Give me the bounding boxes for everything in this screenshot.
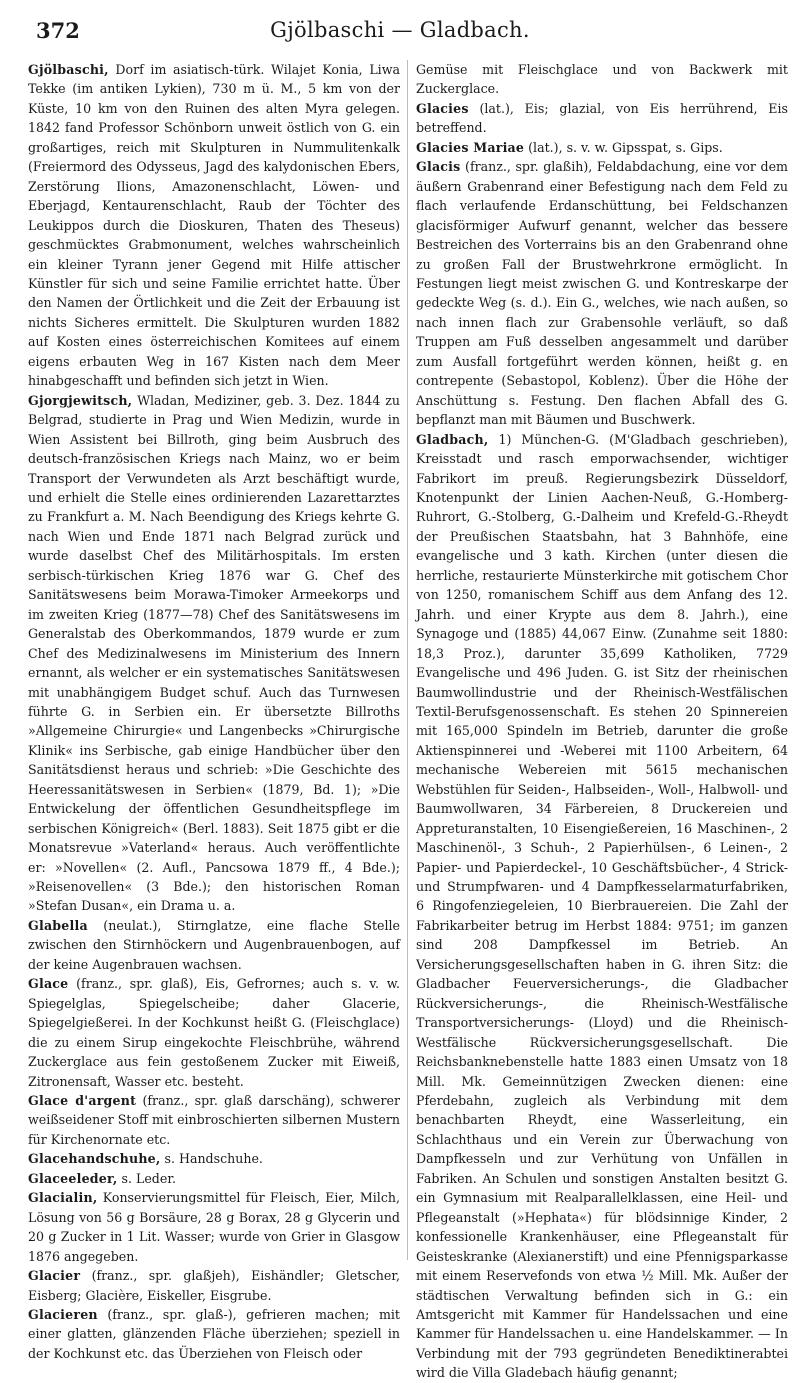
entry-text: s. Handschuhe. (160, 1151, 263, 1167)
entry-headword: Glacehandschuhe, (28, 1151, 161, 1167)
entry-text: Gemüse mit Fleischglace und von Backwerk mit Zuckerglace. (416, 62, 788, 97)
right-column (416, 60, 788, 1381)
entry-text: (franz., spr. glaß darschäng), schwerer weißseidener Stoff mit einbroschierten silbernen Mustern für Kirchenornate etc. (28, 1093, 400, 1147)
entry-headword: Glacies Mariae (416, 139, 525, 155)
entry-headword: Glacieren (28, 1307, 98, 1322)
entry-text: (franz., spr. glaßjeh), Eishändler; Gletscher, Eisberg; Glacière, Eiskeller, Eisgrube. (28, 1268, 400, 1303)
entry-glacies (416, 99, 788, 138)
entry-text: (lat.), Eis; glazial, von Eis herrührend, Eis betreffend. (416, 100, 788, 136)
column-divider (407, 60, 408, 1260)
entry-text: (franz., spr. glaßih), Feldabdachung, eine vor dem äußern Grabenrand einer Befestigung nach dem Feld zu flach verlaufende Erdanschüttung, bei Feldschanzen glacisförmiger Aufwurf genannt, welcher das bessere Bestreichen des Vorterrains bis an den Grabenrand ohne zu großen Fall der Brustwehrkrone ermöglicht. In Festungen liegt meist zwischen G. und Kontreskarpe der gedeckte Weg (s. d.). Ein G., welches, wie nach außen, so nach innen flach zur Grabensohle verläuft, so daß Truppen am Fuß desselben angesammelt und darüber zum Ausfall fortgeführt werden können, heißt g. en contrepente (Sebastopol, Koblenz). Über die Höhe der Anschüttung s. Festung. Den flachen Abfall des G. bepflanzt man mit Bäumen und Buschwerk. (416, 159, 788, 428)
entry-headword: Gjölbaschi, (28, 62, 109, 77)
entry-glabella (28, 916, 400, 974)
entry-glace-dargent (28, 1091, 400, 1149)
page-header (36, 18, 764, 48)
entry-headword: Gladbach, (416, 431, 489, 447)
entry-text: (neulat.), Stirnglatze, eine flache Stelle zwischen den Stirnhöckern und Augenbrauenbogen, auf der keine Augenbrauen wachsen. (28, 917, 400, 972)
entry-headword: Glacier (28, 1268, 81, 1284)
entry-headword: Glaceeleder, (28, 1170, 118, 1186)
entry-gjorgjewitsch (28, 391, 400, 916)
entry-gladbach (416, 430, 788, 1383)
entry-text: Konservierungsmittel für Fleisch, Eier, Milch, Lösung von 56 g Borsäure, 28 g Borax, 28 g Glycerin und 20 g Zucker in 1 Lit. Wasser; wurde von Grier in Glasgow 1876 angegeben. (28, 1190, 400, 1264)
entry-headword: Glacis (416, 159, 461, 175)
entry-glacis (416, 157, 788, 429)
entry-headword: Glacialin, (28, 1190, 98, 1206)
entry-glacies-mariae (416, 138, 788, 157)
entry-text: (franz., spr. glaß-), gefrieren machen; mit einer glatten, glänzenden Fläche überziehen; speziell in der Kochkunst etc. das Überziehen von Fleisch oder (28, 1307, 400, 1361)
entry-glace (28, 974, 400, 1091)
entry-glacieren (28, 1305, 400, 1363)
entry-headword: Gjorgjewitsch, (28, 392, 133, 408)
entry-text: 1) München-G. (M'Gladbach geschrieben), Kreisstadt und rasch emporwachsender, wichtiger Fabrikort im preuß. Regierungsbezirk Düsseldorf, Knotenpunkt der Linien Aachen-Neuß, G.-Homberg-Ruhrort, G.-Stolberg, G.-Dalheim und Krefeld-G.-Rheydt der Preußischen Staatsbahn, hat 3 Bahnhöfe, eine evangelische und 3 kath. Kirchen (unter diesen die herrliche, restaurierte Münsterkirche mit gotischem Chor von 1250, romanischem Schiff aus dem Anfang des 12. Jahrh. und einer Krypte aus dem 8. Jahrh.), eine Synagoge und (1885) 44,067 Einw. (Zunahme seit 1880: 18,3 Proz.), darunter 35,699 Katholiken, 7729 Evangelische und 496 Juden. G. ist Sitz der rheinischen Baumwollindustrie und der Rheinisch-Westfälischen Textil-Berufsgenossenschaft. Es stehen 20 Spinnereien mit 165,000 Spindeln im Betrieb, darunter die große Aktienspinnerei und -Weberei mit 1100 Arbeitern, 64 mechanische Webereien mit 5615 mechanischen Webstühlen für Seiden-, Halbseiden-, Woll-, Halbwoll- und Baumwollwaren, 34 Färbereien, 8 Druckereien und Appreturanstalten, 10 Eisengießereien, 16 Maschinen-, 2 Maschinenöl-, 3 Schuh-, 2 Papierhülsen-, 6 Leinen-, 2 Papier- und Papierdeckel-, 10 Geschäftsbücher-, 4 Strick- und Strumpfwaren- und 4 Dampfkesselarmaturfabriken, 6 Ringofenziegeleien, 10 Bierbrauereien. Die Zahl der Fabrikarbeiter betrug im Herbst 1884: 9751; im ganzen sind 208 Dampfkessel im Betrieb. An Versicherungsgesellschaften haben in G. ihren Sitz: die Gladbacher Feuerversicherungs-, die Gladbacher Rückversicherungs-, die Rheinisch-Westfälische Transportversicherungs- (Lloyd) und die Rheinisch-Westfälische Rückversicherungsgesellschaft. Die Reichsbanknebenstelle hatte 1883 einen Umsatz von 18 Mill. Mk. Gemeinnützigen Zwecken dienen: eine Pferdebahn, zugleich als Verbindung mit dem benachbarten Rheydt, eine Wasserleitung, ein Schlachthaus und ein Verein zur Überwachung von Dampfkesseln und zur Verhütung von Unfällen in Fabriken. An Schulen und sonstigen Anstalten besitzt G. ein Gymnasium mit Realparallelklassen, eine Heil- und Pflegeanstalt (»Hephata«) für blödsinnige Kinder, 2 konfessionelle Krankenhäuser, eine Pflegeanstalt für Geisteskranke (Alexianerstift) und eine Pfennigsparkasse mit einem Reservefonds von etwa ½ Mill. Mk. Außer der städtischen Verwaltung befinden sich in G.: ein Amtsgericht mit Kammer für Handelssachen und eine Kammer für Handelssachen u. eine Handelskammer. — In Verbindung mit der 793 gegründeten Benediktinerabtei wird die Villa Gladebach häufig genannt; (416, 431, 788, 1381)
running-title: Gjölbaschi — Gladbach. (270, 18, 530, 42)
entry-text: Wladan, Mediziner, geb. 3. Dez. 1844 zu Belgrad, studierte in Prag und Wien Medizin, wurde in Wien Assistent bei Billroth, ging beim Ausbruch des deutsch-französischen Kriegs nach Mainz, wo er beim Transport der Verwundeten als Arzt beschäftigt wurde, und erhielt die Stelle eines ordinierenden Lazarettarztes zu Frankfurt a. M. Nach Beendigung des Kriegs kehrte G. nach Wien und Ende 1871 nach Belgrad zurück und wurde daselbst Chef des Militärhospitals. Im ersten serbisch-türkischen Krieg 1876 war G. Chef des Sanitätswesens beim Morawa-Timoker Armeekorps und im zweiten Krieg (1877—78) Chef des Sanitätswesens im Generalstab des Oberkommandos, 1879 wurde er zum Chef des Medizinalwesens im Ministerium des Innern ernannt, als welcher er ein systematisches Sanitätswesen mit unabhängigem Budget schuf. Auch das Turnwesen führte G. in Serbien ein. Er übersetzte Billroths »Allgemeine Chirurgie« und Langenbecks »Chirurgische Klinik« ins Serbische, gab einige Handbücher über den Sanitätsdienst heraus und schrieb: »Die Geschichte des Heeressanitätswesen in Serbien« (1879, Bd. 1); »Die Entwickelung der öffentlichen Gesundheitspflege im serbischen Königreich« (Berl. 1883). Seit 1875 gibt er die Monatsrevue »Vaterland« heraus. Auch veröffentlichte er: »Novellen« (2. Aufl., Pancsowa 1879 ff., 4 Bde.); »Reisenovellen« (3 Bde.); den historischen Roman »Stefan Dusan«, ein Drama u. a. (28, 392, 400, 914)
entry-headword: Glace (28, 976, 69, 992)
left-column (28, 60, 400, 1361)
entry-text: s. Leder. (117, 1170, 176, 1186)
entry-gjoelbaschi (28, 60, 400, 391)
entry-text: Dorf im asiatisch-türk. Wilajet Konia, Liwa Tekke (im antiken Lykien), 730 m ü. M., 5 km von der Küste, 10 km von den Ruinen des alten Myra gelegen. 1842 fand Professor Schönborn unweit östlich von G. ein großartiges, reich mit Skulpturen in Nummulitenkalk (Freiermord des Odysseus, Jagd des kalydonischen Ebers, Zerstörung Ilions, Amazonenschlacht, Löwen- und Eberjagd, Kentaurenschlacht, Raub der Töchter des Leukippos durch die Dioskuren, Thaten des Theseus) geschmücktes Grabmonument, welches wahrscheinlich ein kleiner Tyrann jener Gegend mit Hilfe attischer Künstler für sich und seine Familie errichtet hatte. Über den Namen der Örtlichkeit und die Zeit der Erbauung ist nichts Sicheres ermittelt. Die Skulpturen wurden 1882 auf Kosten eines österreichischen Komitees auf einem eigens erbauten Weg in 167 Kisten nach dem Meer hinabgeschafft und befinden sich jetzt in Wien. (28, 62, 400, 389)
entry-headword: Glace d'argent (28, 1093, 137, 1109)
entry-headword: Glacies (416, 100, 469, 116)
entry-text: (lat.), s. v. w. Gipsspat, s. Gips. (524, 139, 723, 155)
page-number: 372 (36, 18, 80, 43)
entry-continuation (416, 60, 788, 99)
entry-text: (franz., spr. glaß), Eis, Gefrornes; auch s. v. w. Spiegelglas, Spiegelscheibe; daher Glacerie, Spiegelgießerei. In der Kochkunst heißt G. (Fleischglace) die zu einem Sirup eingekochte Fleischbrühe, während Zuckerglace aus fein gestoßenem Zucker mit Eiweiß, Zitronensaft, Wasser etc. besteht. (28, 976, 400, 1089)
entry-glacehandschuhe (28, 1149, 400, 1168)
entry-glaceeleder (28, 1169, 400, 1188)
entry-glacialin (28, 1188, 400, 1266)
entry-glacier (28, 1266, 400, 1305)
entry-headword: Glabella (28, 917, 88, 933)
